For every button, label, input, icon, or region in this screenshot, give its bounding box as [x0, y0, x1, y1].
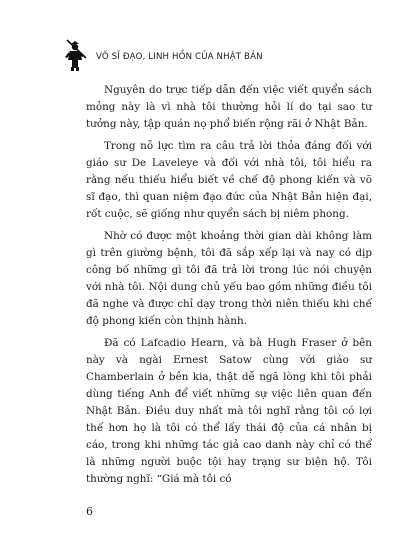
paragraph: Trong nỗ lực tìm ra câu trả lời thỏa đáng đối với giáo sư De Laveleye và đối với nhà tôi, tôi hiểu ra rằng nếu thiếu hiểu biết về chế độ phong kiến và võ sĩ đạo, thì quan niệm đạo đức của Nhật Bản hiện đại, rốt cuộc, sẽ giống như quyển sách bị niêm phong.: [86, 140, 372, 220]
samurai-icon: [62, 38, 92, 72]
running-header: [62, 38, 362, 72]
body-text: [86, 82, 372, 493]
page-number: 6: [86, 505, 93, 518]
paragraph: Nguyên do trực tiếp dẫn đến việc viết quyển sách mỏng này là vì nhà tôi thường hỏi lí do tại sao tư tưởng này, tập quán nọ phổ biến rộng rãi ở Nhật Bản.: [86, 84, 372, 130]
header-title: VÕ SĨ ĐẠO, LINH HỒN CỦA NHẬT BẢN: [96, 52, 263, 62]
paragraph: Đã có Lafcadio Hearn, và bà Hugh Fraser ở bên này và ngài Ernest Satow cùng với giáo sư Chamberlain ở bên kia, thật dễ ngã lòng khi tôi phải dùng tiếng Anh để viết những sự việc liên quan đến Nhật Bản. Điều duy nhất mà tôi nghĩ rằng tôi có lợi thế hơn họ là tôi có thể lấy thái độ của cá nhân bị cáo, trong khi những tác giả cao danh này chỉ có thể là những người buộc tội hay trạng sư biện hộ. Tôi thường nghĩ: “Giá mà tôi có: [86, 337, 372, 485]
paragraph: Nhờ có được một khoảng thời gian dài không làm gì trên giường bệnh, tôi đã sắp xếp lại và nay có dịp công bố những gì tôi đã trả lời trong lúc nói chuyện với nhà tôi. Nội dung chủ yếu bao gồm những điều tôi đã nghe và được chỉ dạy trong thời niên thiếu khi chế độ phong kiến còn thịnh hành.: [86, 230, 372, 327]
